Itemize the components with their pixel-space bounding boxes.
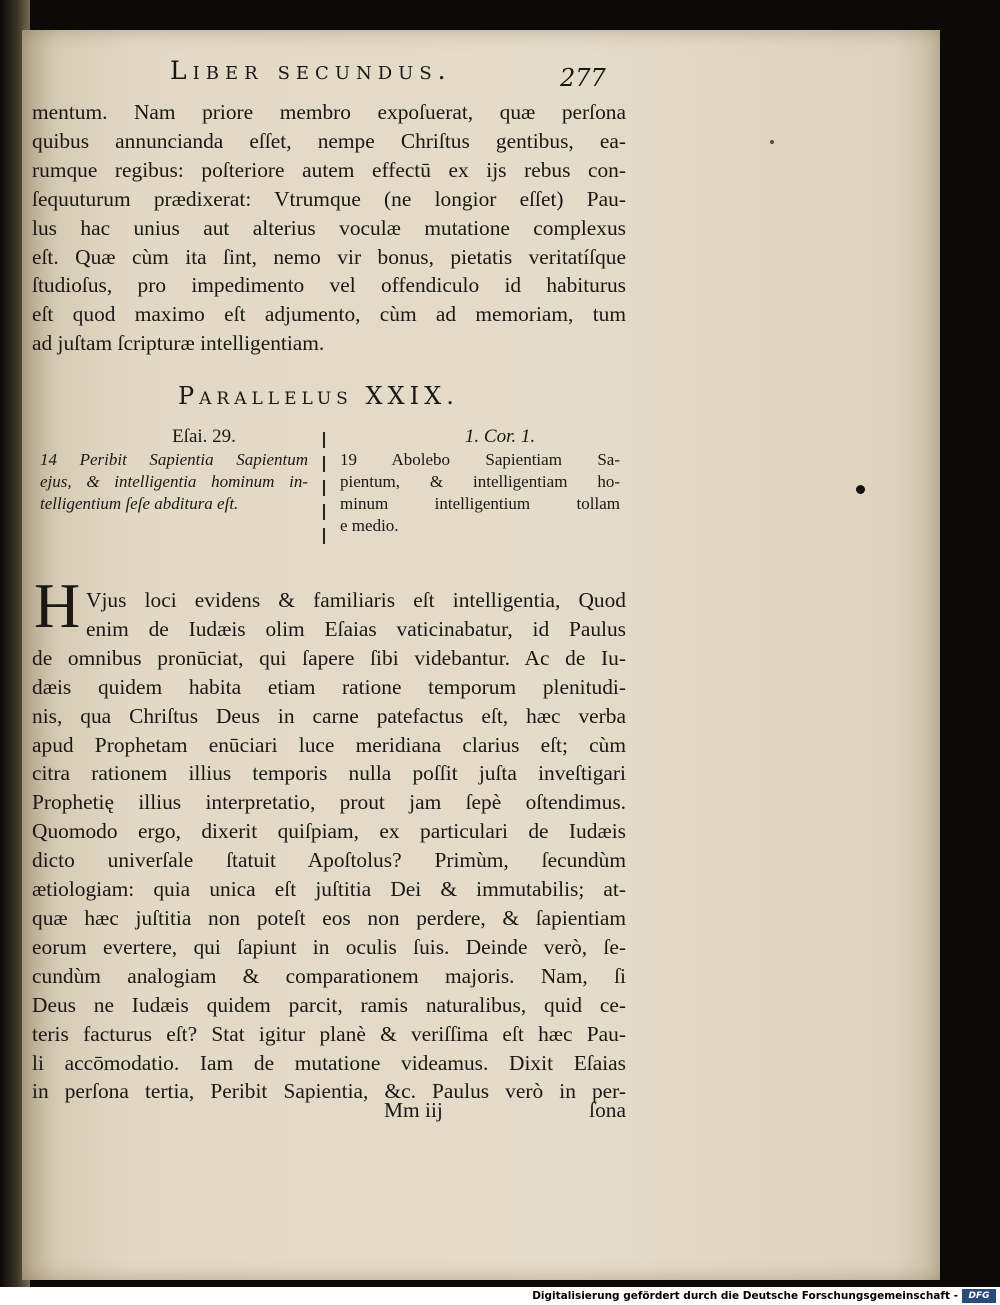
text-line: ſequuturum prædixerat: Vtrumque (ne longior eſſet) Pau- (32, 186, 626, 211)
upper-paragraph (32, 98, 626, 358)
text-line: eſt. Quæ cùm ita ſint, nemo vir bonus, pietatis veritatíſque (32, 244, 626, 269)
text-line: li accōmodatio. Iam de mutatione videamus. Dixit Eſaias (32, 1050, 626, 1075)
scripture-reference: Eſai. 29. (172, 426, 236, 447)
text-line: citra rationem illius temporis nulla poſſit juſta inveſtigari (32, 761, 626, 786)
running-head: Liber secundus. (170, 56, 452, 85)
text-line: Quomodo ergo, dixerit quiſpiam, ex particulari de Iudæis (32, 819, 626, 844)
verse-line: pientum, & intelligentiam ho- (340, 472, 620, 491)
text-line: enim de Iudæis olim Eſaias vaticinabatur, id Paulus (86, 616, 626, 641)
text-line: ad juſtam ſcripturæ intelligentiam. (32, 331, 325, 356)
text-line: eorum evertere, qui ſapiunt in oculis ſuis. Deinde verò, ſe- (32, 934, 626, 959)
verse-line: e medio. (340, 516, 399, 535)
text-line: mentum. Nam priore membro expoſuerat, quæ perſona (32, 100, 626, 124)
dfg-logo-icon: DFG (962, 1289, 996, 1303)
text-line: Prophetię illius interpretatio, prout jam ſepè oſtendimus. (32, 790, 626, 815)
text-line: de omnibus pronūciat, qui ſapere ſibi videbantur. Ac de Iu- (32, 645, 626, 670)
funding-footer (0, 1287, 1000, 1305)
text-line: rumque regibus: poſteriore autem effectū ex ijs rebus con- (32, 157, 626, 182)
scripture-reference: 1. Cor. 1. (464, 426, 536, 447)
text-line: apud Prophetam enūciari luce meridiana clarius eſt; cùm (32, 732, 626, 757)
section-heading: Parallelus XXIX. (178, 382, 459, 410)
verse-line: minum intelligentium tollam (340, 494, 620, 513)
catchword: ſona (589, 1098, 626, 1122)
text-line: ſtudioſus, pro impedimento vel offendiculo id habiturus (32, 273, 626, 298)
drop-cap: H (34, 570, 81, 641)
parallel-column-right (340, 425, 620, 537)
parallel-column-left (40, 425, 308, 515)
text-line: eſt quod maximo eſt adjumento, cùm ad memoriam, tum (32, 302, 626, 327)
text-line: Deus ne Iudæis quidem parcit, ramis naturalibus, quid ce- (32, 992, 626, 1017)
ink-blot (856, 485, 865, 494)
text-line: quæ hæc juſtitia non poteſt eos non perdere, & ſapientiam (32, 905, 626, 930)
signature-mark: Mm iij (384, 1098, 443, 1122)
text-line: dicto univerſale ſtatuit Apoſtolus? Primùm, ſecundùm (32, 848, 626, 873)
verse-line: telligentium ſeſe abditura eſt. (40, 494, 239, 513)
text-line: quibus annuncianda eſſet, nempe Chriſtus gentibus, ea- (32, 128, 626, 153)
lower-paragraph (32, 586, 626, 1106)
text-line: nis, qua Chriſtus Deus in carne patefactus eſt, hæc verba (32, 703, 626, 728)
page-number: 277 (560, 64, 606, 92)
footer-text: Digitalisierung gefördert durch die Deutsche Forschungsgemeinschaft - (532, 1290, 958, 1302)
column-divider (323, 432, 325, 552)
text-line: cundùm analogiam & comparationem majoris. Nam, ſi (32, 963, 626, 988)
text-line: Vjus loci evidens & familiaris eſt intelligentia, Quod (86, 588, 626, 612)
paper-speck (770, 140, 774, 144)
text-line: lus hac unius aut alterius voculæ mutatione complexus (32, 215, 626, 240)
text-line: in perſona tertia, Peribit Sapientia, &c. Paulus verò in per- (32, 1079, 626, 1104)
text-line: ætiologiam: quia unica eſt juſtitia Dei & immutabilis; at- (32, 877, 626, 902)
verse-line: 14 Peribit Sapientia Sapientum (40, 450, 308, 469)
text-line: teris facturus eſt? Stat igitur planè & veriſſima eſt hæc Pau- (32, 1021, 626, 1046)
verse-line: ejus, & intelligentia hominum in- (40, 472, 308, 491)
text-line: dæis quidem habita etiam ratione temporum plenitudi- (32, 674, 626, 699)
verse-line: 19 Abolebo Sapientiam Sa- (340, 450, 620, 469)
